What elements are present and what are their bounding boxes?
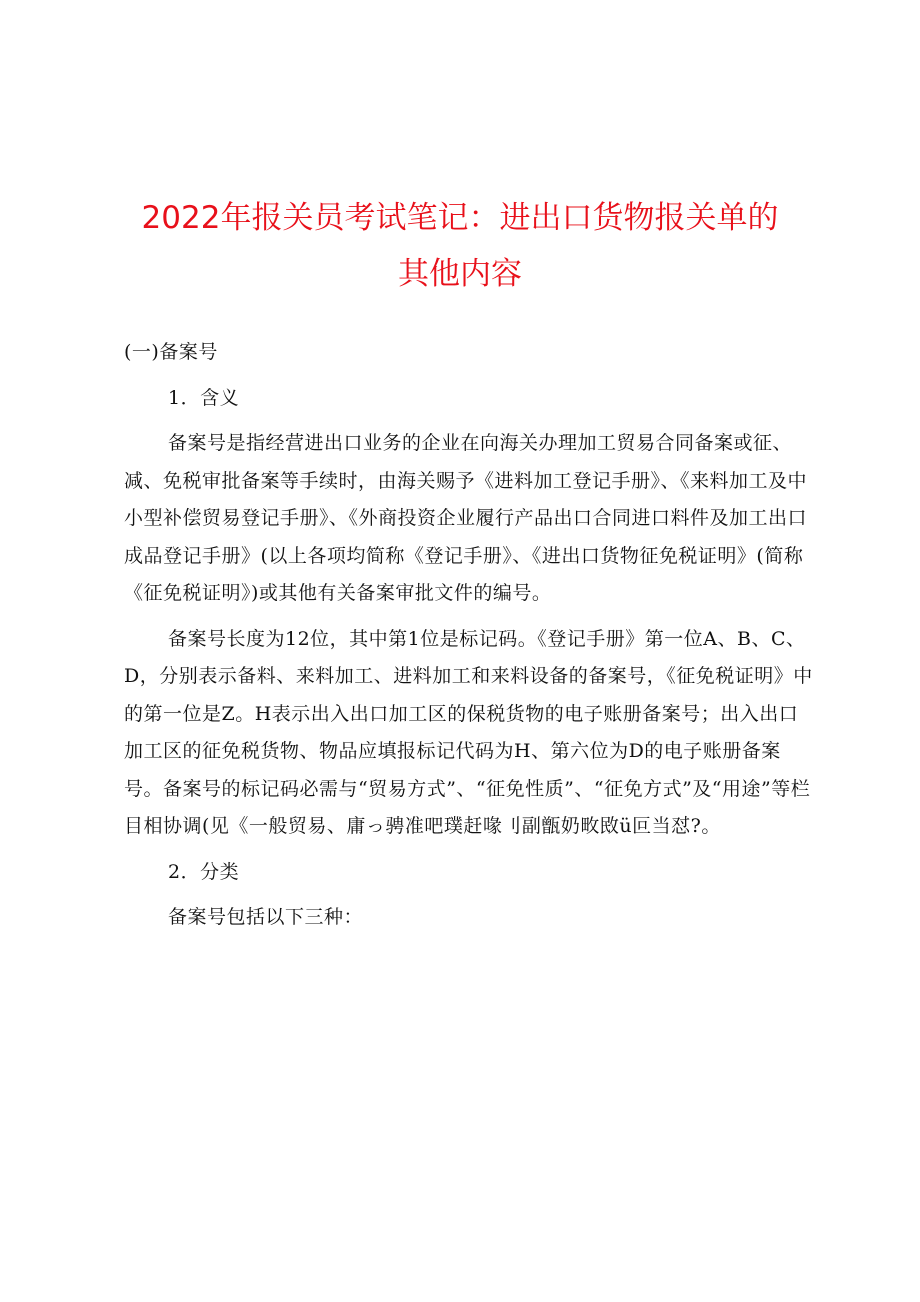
paragraph-definition: 备案号是指经营进出口业务的企业在向海关办理加工贸易合同备案或征、减、免税审批备案等手续时，由海关赐予《进料加工登记手册》、《来料加工及中小型补偿贸易登记手册》、《外商投资企业履行产品出口合同进口料件及加工出口成品登记手册》(以上各项均简称《登记手册》、《进出口货物征免税证明》(简称《征免税证明》)或其他有关备案审批文件的编号。 (124, 432, 808, 604)
document-body (124, 334, 814, 945)
paragraph-types: 备案号包括以下三种： (168, 906, 364, 928)
document-title (100, 190, 820, 302)
title-line-1: 2022年报关员考试笔记：进出口货物报关单的 (141, 200, 779, 236)
section-heading: (一)备案号 (124, 341, 218, 363)
subsection-heading-meaning: 1．含义 (168, 386, 240, 409)
title-line-2: 其他内容 (398, 256, 522, 292)
paragraph-length: 备案号长度为12位，其中第1位是标记码。《登记手册》第一位A、B、C、D，分别表示备料、来料加工、进料加工和来料设备的备案号，《征免税证明》中的第一位是Z。H表示出入出口加工区的保税货物的电子账册备案号；出入出口加工区的征免税货物、物品应填报标记代码为H、第六位为D的电子账册备案号。备案号的标记码必需与“贸易方式”、“征免性质”、“征免方式”及“用途”等栏目相协调(见《一般贸易、庸っ骋准吧璞赶喙刂副甑奶畋敃ü叵当怼?。 (124, 627, 813, 837)
subsection-heading-classification: 2．分类 (168, 860, 240, 883)
